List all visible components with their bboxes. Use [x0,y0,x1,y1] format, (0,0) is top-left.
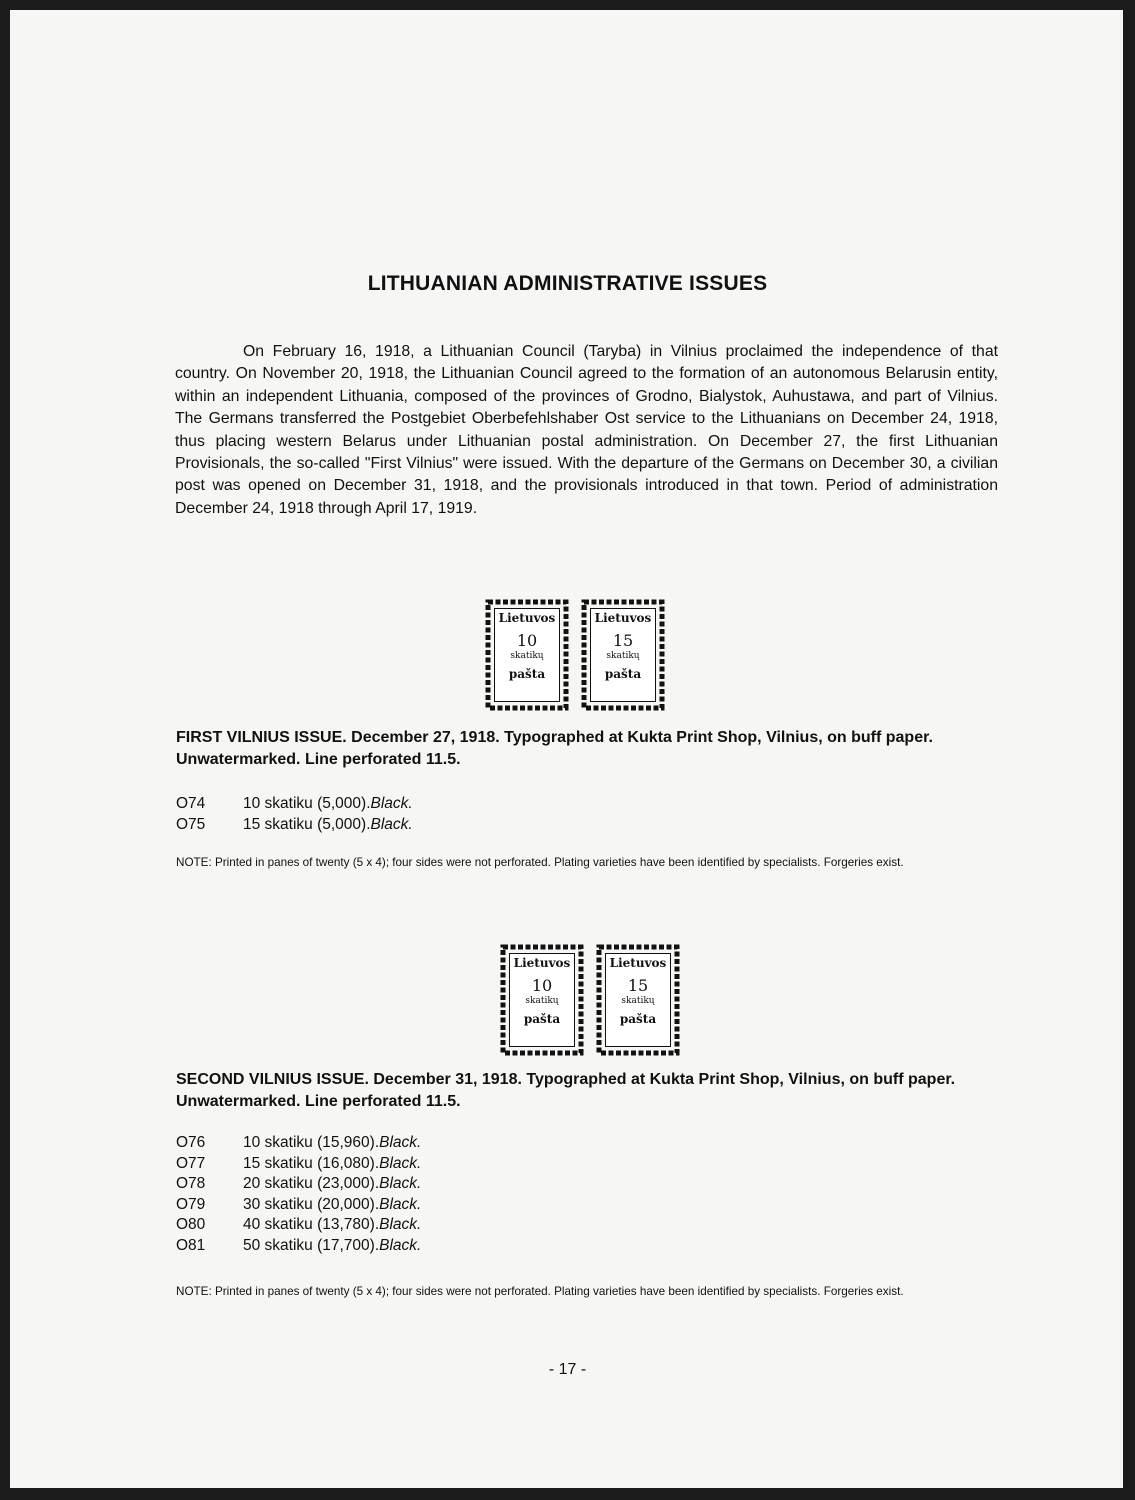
catalog-code: O75 [176,815,206,833]
stamp-post: pašta [523,1012,561,1026]
stamp-value: 15 [612,631,634,650]
stamp-value: 15 [627,976,649,995]
item-color: Black. [379,1175,422,1192]
item-color: Black. [379,1154,422,1172]
intro-paragraph [175,341,998,520]
first-issue-note: NOTE: Printed in panes of twenty (5 x 4); four sides were not perforated. Plating varieties have been identified by specialists. Forgeries exist. [176,856,904,869]
list-item [176,1154,421,1175]
item-desc: 30 skatiku (20,000). [243,1195,380,1213]
item-desc: 40 skatiku (13,780). [243,1216,380,1233]
list-item [176,815,413,836]
stamp-value: 10 [516,631,538,650]
stamp-unit: skatikų [525,996,559,1006]
list-item [176,794,413,815]
catalog-code: O81 [176,1236,206,1254]
stamp-o76-image [498,942,586,1058]
list-item [176,1195,421,1216]
stamp-unit: skatikų [510,651,544,661]
page-number: - 17 - [548,1361,587,1378]
item-desc: 15 skatiku (5,000). [243,815,371,833]
stamp-country: Lietuvos [609,956,667,970]
second-issue-stamps [498,942,682,1058]
second-issue-note: NOTE: Printed in panes of twenty (5 x 4); four sides were not perforated. Plating varieties have been identified by specialists. Forgeries exist. [176,1285,904,1298]
stamp-country: Lietuvos [498,611,556,625]
catalog-code: O79 [176,1195,206,1213]
stamp-value: 10 [531,976,553,995]
page-title: LITHUANIAN ADMINISTRATIVE ISSUES [367,272,768,295]
first-issue-stamps [483,597,667,713]
item-desc: 15 skatiku (16,080). [243,1154,380,1172]
stamp-unit: skatikų [606,651,640,661]
item-color: Black. [379,1134,422,1151]
intro-text: On February 16, 1918, a Lithuanian Council (Taryba) in Vilnius proclaimed the independence of that country. On November 20, 1918, the Lithuanian Council agreed to the formation of an autonomous Belarusin entity, within an independent Lithuania, composed of the provinces of Grodno, Bialystok, Auhustawa, and part of Vilnius. The Germans transferred the Postgebiet Oberbefehlshaber Ost service to the Lithuanians on December 24, 1918, thus placing western Belarus under Lithuanian postal administration. On December 27, the first Lithuanian Provisionals, the so-called "First Vilnius" were issued. With the departure of the Germans on December 30, a civilian post was opened on December 31, 1918, and the provisionals introduced in that town. Period of administration December 24, 1918 through April 17, 1919. [175,343,998,517]
first-issue-list [176,794,413,835]
item-color: Black. [379,1195,422,1213]
catalog-code: O80 [176,1216,206,1233]
stamp-post: pašta [619,1012,657,1026]
first-issue-heading: FIRST VILNIUS ISSUE. December 27, 1918. Typographed at Kukta Print Shop, Vilnius, on buff paper. Unwatermarked. Line perforated 11.5. [176,729,933,768]
stamp-o75-image [579,597,667,713]
catalog-code: O76 [176,1134,206,1151]
second-issue-heading: SECOND VILNIUS ISSUE. December 31, 1918. Typographed at Kukta Print Shop, Vilnius, on buff paper. Unwatermarked. Line perforated 11.5. [176,1071,956,1110]
catalog-code: O74 [176,795,206,812]
catalog-code: O78 [176,1175,206,1192]
stamp-post: pašta [508,667,546,681]
item-desc: 10 skatiku (5,000). [243,795,371,812]
stamp-country: Lietuvos [594,611,652,625]
item-color: Black. [379,1216,422,1233]
item-desc: 50 skatiku (17,700). [243,1236,380,1254]
item-desc: 10 skatiku (15,960). [243,1134,380,1151]
second-issue-list [176,1133,421,1256]
stamp-post: pašta [604,667,642,681]
stamp-o77-image [594,942,682,1058]
stamp-o74-image [483,597,571,713]
catalog-code: O77 [176,1154,206,1172]
item-color: Black. [379,1236,422,1254]
list-item [176,1133,421,1154]
list-item [176,1215,421,1236]
item-color: Black. [370,795,413,812]
stamp-unit: skatikų [621,996,655,1006]
list-item [176,1236,421,1257]
list-item [176,1174,421,1195]
item-color: Black. [370,815,413,833]
item-desc: 20 skatiku (23,000). [243,1175,380,1192]
stamp-country: Lietuvos [513,956,571,970]
